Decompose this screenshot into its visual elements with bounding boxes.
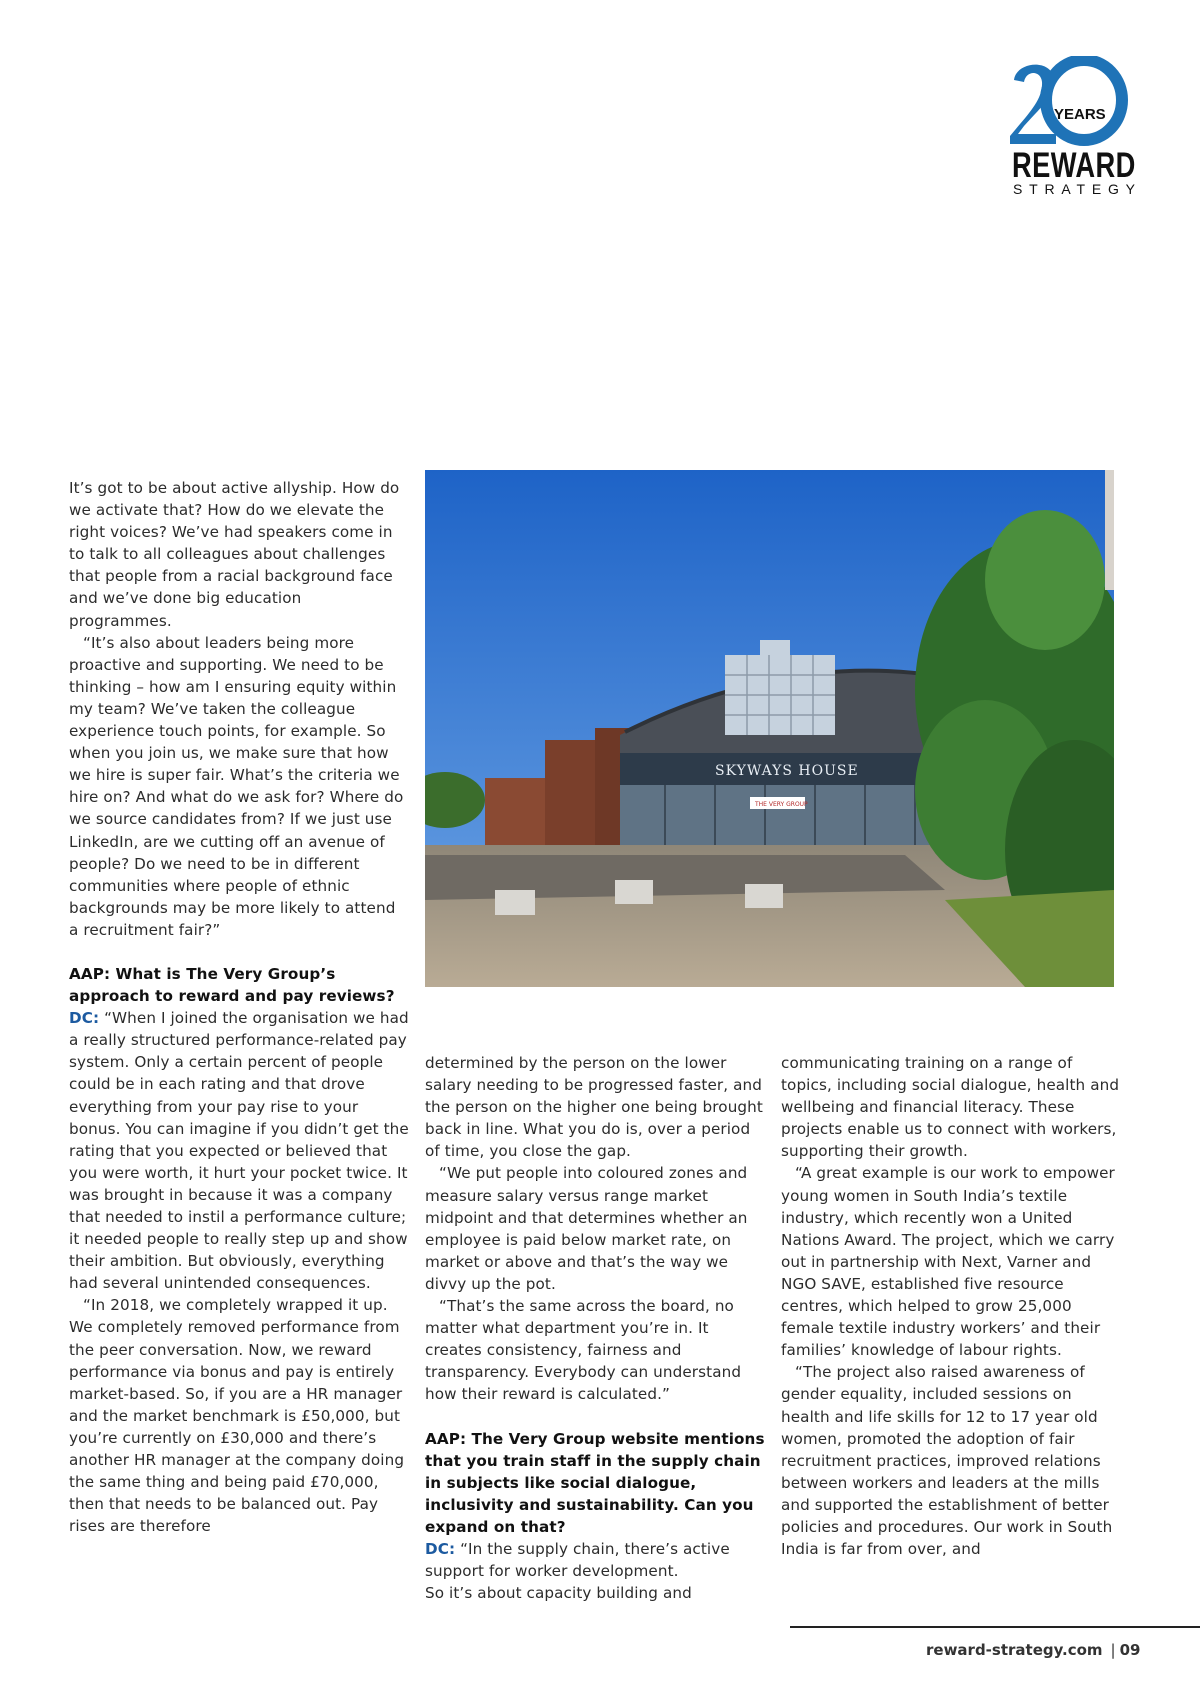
building-photo (425, 470, 1114, 987)
bench (615, 880, 653, 904)
article-column-3 (781, 1052, 1121, 1560)
paragraph: “We put people into coloured zones and measure salary versus range market midpoint and that determines whether an employee is paid below market rate, on market or above and that’s the way we divvy up the pot. (425, 1164, 748, 1293)
paragraph: communicating training on a range of topics, including social dialogue, health and wellbeing and financial literacy. These projects enable us to connect with workers, supporting their growth. (781, 1054, 1120, 1161)
answer-paragraph (425, 1538, 767, 1582)
answer-paragraph (69, 1007, 409, 1294)
logo-strategy-text: STRATEGY (1013, 181, 1142, 197)
speaker-label: DC: (69, 1009, 100, 1028)
paragraph: So it’s about capacity building and (425, 1584, 692, 1603)
paragraph: “The project also raised awareness of gender equality, included sessions on health and life skills for 12 to 17 year old women, promoted the adoption of fair recruitment practices, improved relations between workers and leaders at the mills and supported the establishment of better policies and procedures. Our work in South India is far from over, and (781, 1363, 1113, 1559)
paragraph: “That’s the same across the board, no matter what department you’re in. It creates consistency, fairness and transparency. Everybody can understand how their reward is calculated.” (425, 1297, 742, 1404)
answer-text: “In the supply chain, there’s active support for worker development. (425, 1539, 730, 1581)
bench (495, 890, 535, 915)
article-column-2 (425, 1052, 767, 1604)
speaker-label: DC: (425, 1539, 456, 1558)
paragraph: determined by the person on the lower salary needing to be progressed faster, and the person on the higher one being brought back in line. What you do is, over a period of time, you close the gap. (425, 1054, 763, 1161)
article-column-1 (69, 477, 409, 1537)
bench (745, 884, 783, 908)
footer-rule (790, 1626, 1200, 1628)
question-heading: AAP: What is The Very Group’s approach to reward and pay reviews? (69, 964, 395, 1006)
page-footer (926, 1641, 1140, 1659)
page-number: 09 (1119, 1641, 1141, 1659)
paragraph: “A great example is our work to empower young women in South India’s textile industry, which recently won a United Nations Award. The project, which we carry out in partnership with Next, Varner and NGO SAVE, established five resource centres, which helped to grow 25,000 female textile industry workers’ and their families’ knowledge of labour rights. (781, 1164, 1115, 1360)
footer-site-link[interactable]: reward-strategy.com (926, 1641, 1103, 1659)
logo-years-text: YEARS (1054, 106, 1106, 123)
answer-text: “When I joined the organisation we had a really structured performance-related pay system. Only a certain percent of people could be in each rating and that drove everything from your pay rise to your bonus. You can imagine if you didn’t get the rating that you expected or believed that you were worth, it hurt your pocket twice. It was brought in because it was a company that needed to instil a performance culture; it needed people to really step up and show their ambition. But obviously, everything had several unintended consequences. (69, 1009, 409, 1293)
paragraph: It’s got to be about active allyship. How do we activate that? How do we elevate the right voices? We’ve had speakers come in to talk to all colleagues about challenges that people from a racial background face and we’ve done big education programmes. (69, 479, 400, 630)
building-sign-text: SKYWAYS HOUSE (715, 763, 859, 779)
question-heading: AAP: The Very Group website mentions that you train staff in the supply chain in subjects like social dialogue, inclusivity and sustainability. Can you expand on that? (425, 1429, 765, 1536)
logo-digit-zero (1046, 60, 1122, 140)
paragraph: “In 2018, we completely wrapped it up. We completely removed performance from the peer conversation. Now, we reward performance via bonus and pay is entirely market-based. So, if you are a HR manager and the market benchmark is £50,000, but you’re currently on £30,000 and there’s another HR manager at the company doing the same thing and being paid £70,000, then that needs to be balanced out. Pay rises are therefore (69, 1296, 405, 1536)
logo-reward-text: REWARD (1012, 146, 1136, 185)
entrance-sign-text: THE VERY GROUP (755, 801, 808, 808)
footer-separator: | (1110, 1641, 1116, 1659)
paragraph: “It’s also about leaders being more proactive and supporting. We need to be thinking – how am I ensuring equity within my team? We’ve taken the colleague experience touch points, for example. So when you join us, we make sure that how we hire is super fair. What’s the criteria we hire on? And what do we ask for? Where do we source candidates from? If we just use LinkedIn, are we cutting off an avenue of people? Do we need to be in different communities where people of ethnic backgrounds may be more likely to attend a recruitment fair?” (69, 633, 404, 939)
